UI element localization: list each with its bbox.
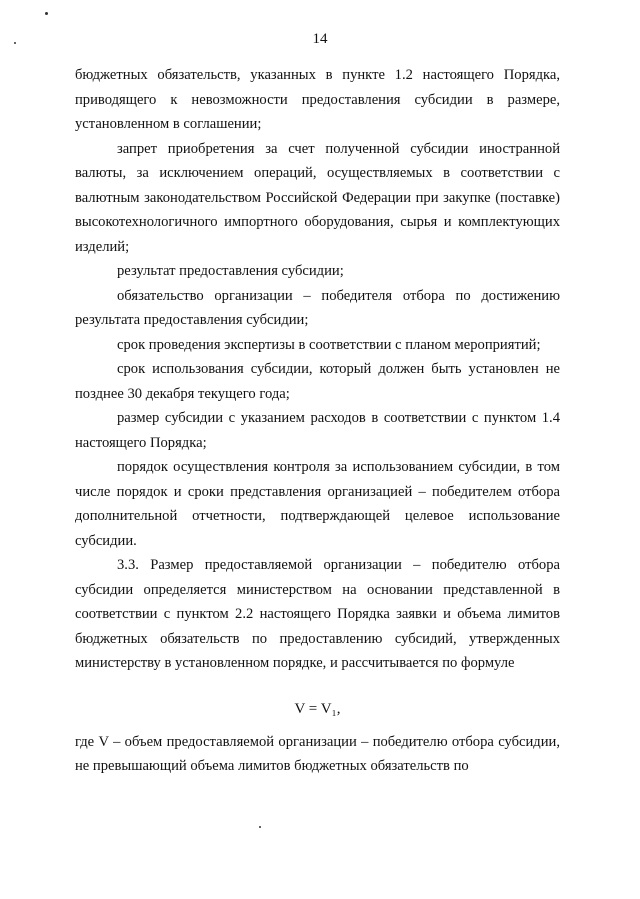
- paragraph-formula-explanation: где V – объем предоставляемой организации – победителю отбора субсидии, не превышающий объема лимитов бюджетных обязательств по: [75, 733, 560, 774]
- paragraph-usage-term: срок использования субсидии, который должен быть установлен не позднее 30 декабря текущего года;: [75, 361, 560, 402]
- paragraph-3-3: 3.3. Размер предоставляемой организации – победителю отбора субсидии определяется министерством на основании представленной в соответствии с пунктом 2.2 настоящего Порядка заявки и объема лимитов бюджетных обязательств по предоставлению субсидий, утвержденных министерству в установленном порядке, и рассчитывается по формуле: [75, 557, 560, 671]
- paragraph-continuation: бюджетных обязательств, указанных в пункте 1.2 настоящего Порядка, приводящего к невозможности предоставления субсидии в размере, установленном в соглашении;: [75, 67, 560, 132]
- paragraph-obligation: обязательство организации – победителя отбора по достижению результата предоставления субсидии;: [75, 287, 560, 328]
- scan-speck: [259, 826, 261, 828]
- paragraph-result: результат предоставления субсидии;: [117, 263, 344, 279]
- document-body: [75, 63, 560, 779]
- paragraph-currency-ban: запрет приобретения за счет полученной субсидии иностранной валюты, за исключением операций, осуществляемых в соответствии с валютным законодательством Российской Федерации при закупке (поставке) высокотехнологичного импортного оборудования, сырья и комплектующих изделий;: [75, 140, 560, 255]
- paragraph-expertise-term: срок проведения экспертизы в соответствии с планом мероприятий;: [117, 336, 541, 353]
- scan-speck: [45, 12, 48, 15]
- paragraph-control-procedure: порядок осуществления контроля за использованием субсидии, в том числе порядок и сроки представления организацией – победителем отбора дополнительной отчетности, подтверждающей целевое использование субсидии.: [75, 459, 560, 549]
- page-number: 14: [312, 31, 328, 47]
- paragraph-subsidy-size: размер субсидии с указанием расходов в соответствии с пунктом 1.4 настоящего Порядка;: [75, 410, 560, 451]
- formula: V = V₁,: [294, 700, 341, 717]
